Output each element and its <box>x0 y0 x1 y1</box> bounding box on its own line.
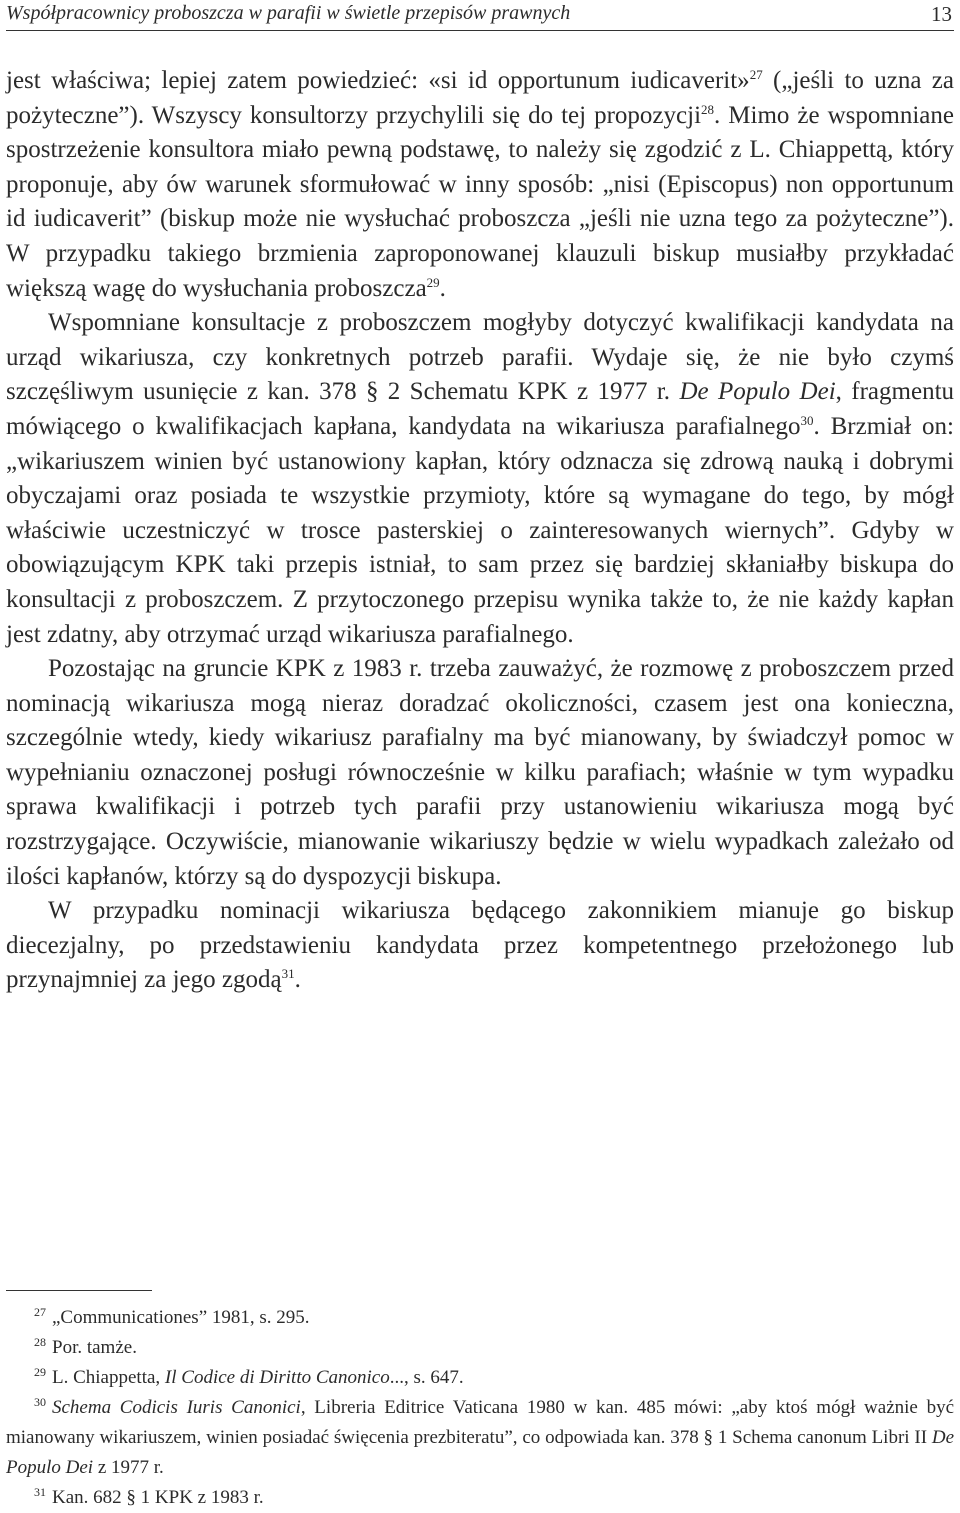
text-run: jest właściwa; lepiej zatem powiedzieć: «si id opportunum iudicaverit» <box>6 67 750 94</box>
main-text <box>6 64 954 998</box>
text-run: . Mimo że wspomniane spostrzeżenie konsultora miało pewną podstawę, to należy się zgodzić z L. Chiappettą, który proponuje, aby ów warunek sformułować w inny sposób: „nisi (Episcopus) non opportunum id iudicaverit” (biskup może nie wysłuchać proboszcza „jeśli nie uzna tego za pożyteczne”). W przypadku takiego brzmienia zaproponowanej klauzuli biskup musiałby przykładać większą wagę do wysłuchania proboszcza <box>6 101 954 302</box>
text-run: Pozostając na gruncie KPK z 1983 r. trzeba zauważyć, że rozmowę z proboszczem przed nominacją wikariusza mogą nieraz doradzać okoliczności, czasem jest ona konieczna, szczególnie wtedy, kiedy wikariusz parafialny ma być mianowany, by świadczył pomoc w wypełnianiu oznaczonej posługi równocześnie w kilku parafiach; właśnie w tym wypadku sprawa kwalifikacji i potrzeb tych parafii przy ustanowieniu wikariusza mogą być rozstrzygające. Oczywiście, mianowanie wikariuszy będzie w wielu wypadkach zależało od ilości kapłanów, którzy są do dyspozycji biskupa. <box>6 655 954 890</box>
footnote-31: 31 Kan. 682 § 1 KPK z 1983 r. <box>34 1485 264 1508</box>
footnote-29: 29 L. Chiappetta, Il Codice di Diritto Canonico..., s. 647. <box>34 1365 464 1388</box>
italic-title: De Populo Dei <box>679 378 836 406</box>
page-header <box>6 0 954 31</box>
text-run: Wspomniane konsultacje z proboszczem mogłyby dotyczyć kwalifikacji kandydata na urząd wikariusza, czy konkretnych potrzeb parafii. Wydaje się, że nie było czymś szczęśliwym usunięcie z kan. 378 § 2 Schematu KPK z 1977 r. <box>6 309 954 406</box>
italic-title: De Populo Dei <box>6 1427 954 1478</box>
text-run: („jeśli to uzna za pożyteczne”). Wszyscy konsultorzy przychylili się do tej propozycji <box>6 67 954 129</box>
paragraph-2 <box>6 306 954 652</box>
footnote-ref-27[interactable]: 27 <box>749 67 763 82</box>
footnote-text: , Libreria Editrice Vaticana 1980 w kan. 485 mówi: „aby ktoś mógł ważnie być mianowany wikariuszem, winien posiadać święcenia prezbiteratu”, co odpowiada kan. 378 § 1 Schema canonum Libri II <box>6 1397 954 1448</box>
paragraph-4 <box>6 894 954 998</box>
footnote-text: ..., s. 647. <box>389 1367 464 1388</box>
footnote-ref-31[interactable]: 31 <box>281 966 295 982</box>
footnote-28: 28 Por. tamże. <box>34 1335 137 1358</box>
paragraph-3 <box>6 652 954 894</box>
page-number: 13 <box>931 2 952 26</box>
text-run: . <box>294 966 301 994</box>
running-title: Współpracownicy proboszcza w parafii w świetle przepisów prawnych <box>6 2 571 24</box>
footnote-27: 27 „Communicationes” 1981, s. 295. <box>34 1305 310 1328</box>
footnote-divider <box>6 1290 152 1291</box>
text-run: . Brzmiał on: „wikariuszem winien być ustanowiony kapłan, który odznacza się zdrową nauką i dobrymi obyczajami oraz posiada te wszystkie przymioty, które są wymagane do tego, by mógł właściwie uczestniczyć w trosce pasterskiej o zainteresowanych wiernych”. Gdyby w obowiązującym KPK taki przepis istniał, to sam przez się bardziej skłaniałby biskupa do konsultacji z proboszczem. Z przytoczonego przepisu wynika także to, że nie każdy kapłan jest zdatny, aby otrzymać urząd wikariusza parafialnego. <box>6 412 954 648</box>
footnote-ref-30[interactable]: 30 <box>800 412 814 428</box>
footnote-text: Por. tamże. <box>52 1337 137 1358</box>
footnote-text: Kan. 682 § 1 KPK z 1983 r. <box>52 1487 264 1508</box>
text-run: W przypadku nominacji wikariusza będącego zakonnikiem mianuje go biskup diecezjalny, po przedstawieniu kandydata przez kompetentnego przełożonego lub przynajmniej za jego zgodą <box>6 897 954 994</box>
footnote-30: 30 Schema Codicis Iuris Canonici, Libreria Editrice Vaticana 1980 w kan. 485 mówi: „aby ktoś mógł ważnie być mianowany wikariuszem, winien posiadać święcenia prezbiteratu”, co odpowiada kan. 378 § 1 Schema canonum Libri II De Populo Dei z 1977 r. <box>6 1395 954 1478</box>
italic-title: Schema Codicis Iuris Canonici <box>52 1397 301 1418</box>
footnote-ref-28[interactable]: 28 <box>701 101 715 117</box>
footnote-text: z 1977 r. <box>93 1457 164 1478</box>
footnote-text: „Communicationes” 1981, s. 295. <box>52 1307 310 1328</box>
footnotes <box>6 1303 954 1513</box>
footnote-ref-29[interactable]: 29 <box>426 274 440 290</box>
text-run: , fragmentu mówiącego o kwalifikacjach kapłana, kandydata na wikariusza parafialnego <box>6 378 955 440</box>
italic-title: Il Codice di Diritto Canonico <box>164 1367 390 1388</box>
paragraph-1 <box>6 64 954 306</box>
text-run: . <box>439 274 446 302</box>
footnote-text: L. Chiappetta, <box>52 1367 165 1388</box>
